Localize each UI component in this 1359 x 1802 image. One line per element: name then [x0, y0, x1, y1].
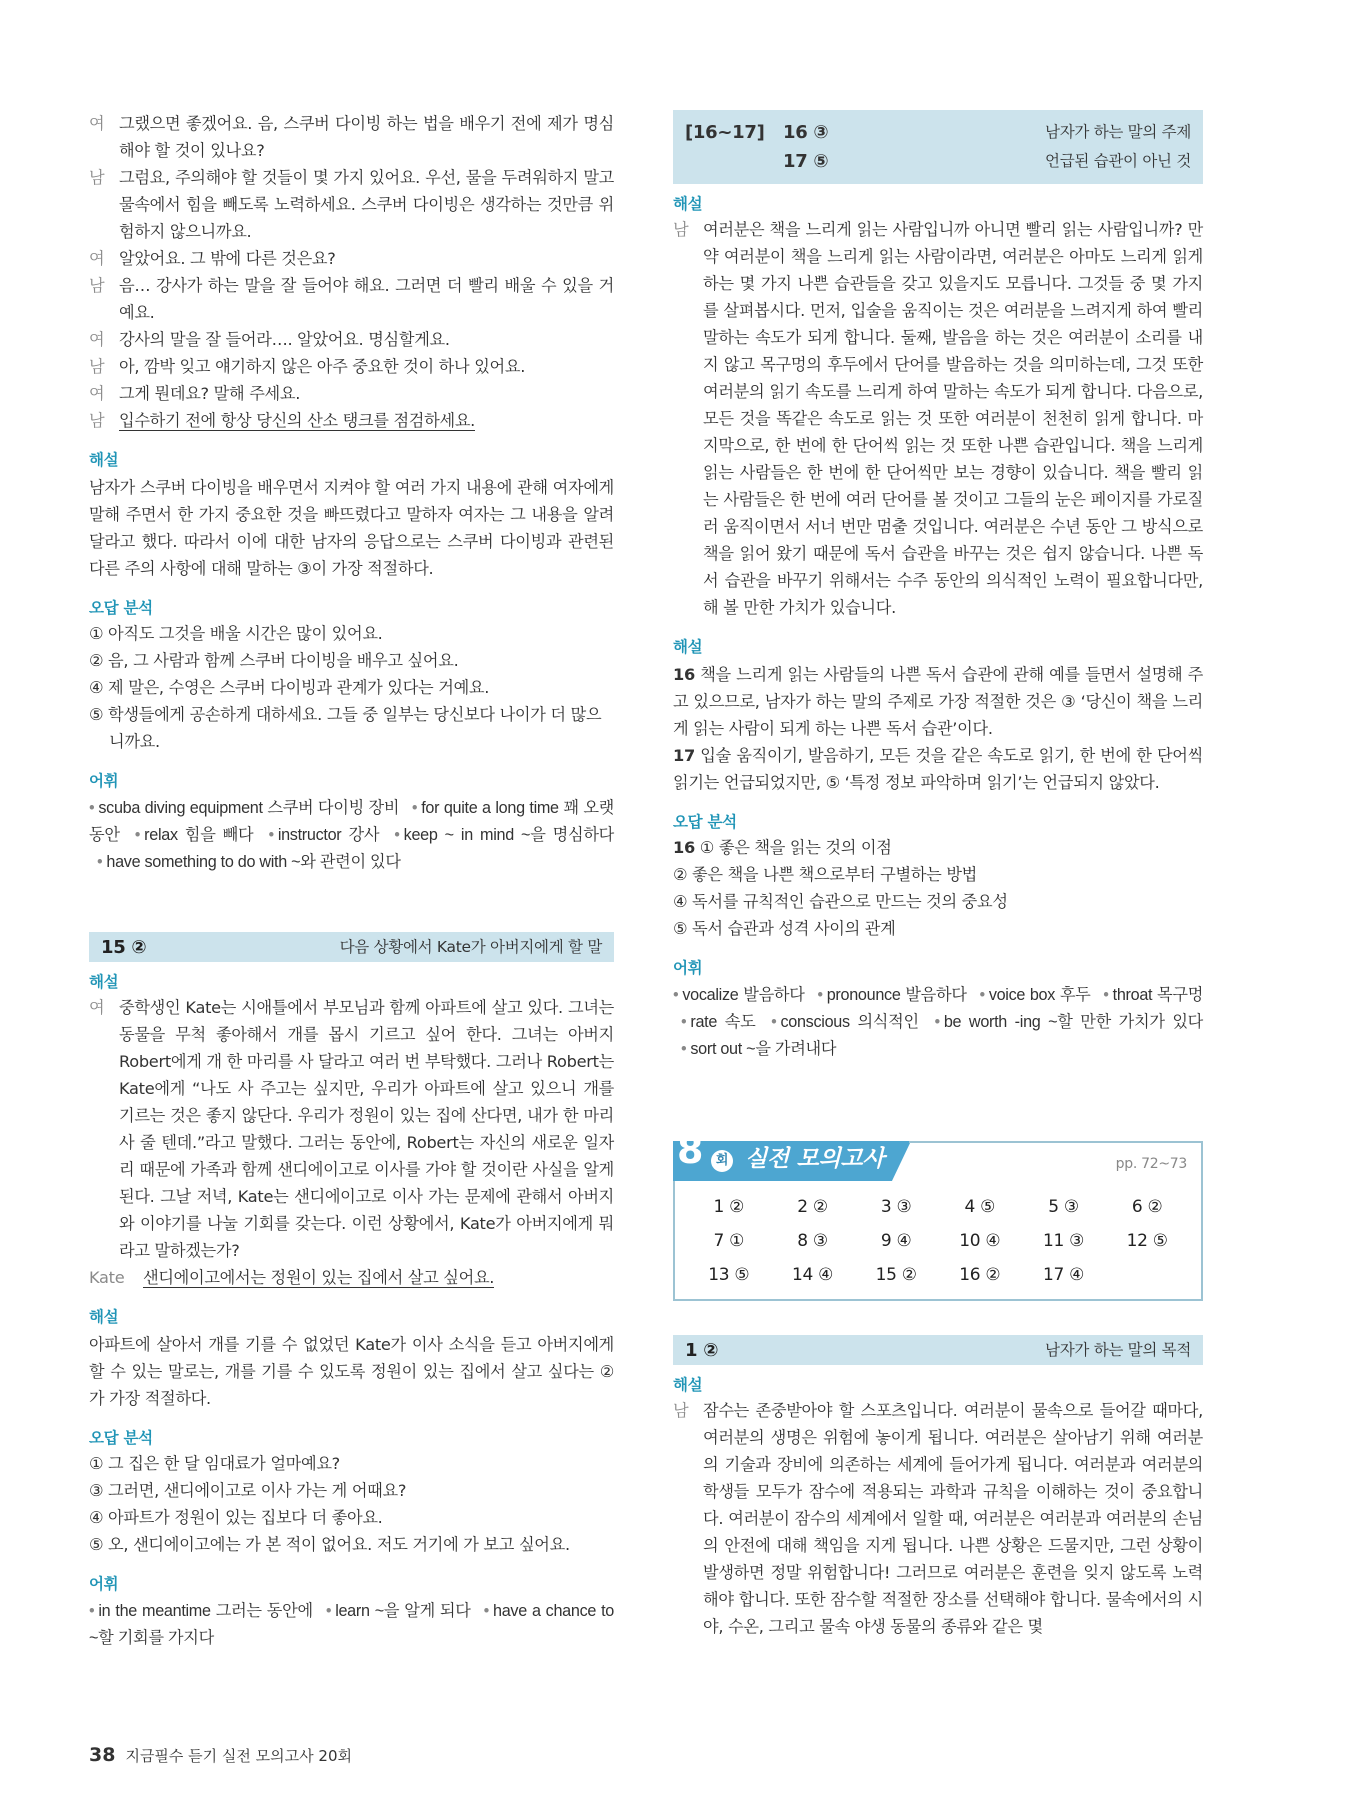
speaker: 여	[89, 998, 105, 1017]
utterance	[143, 1264, 614, 1291]
answer-cell: 11 ③	[1042, 1231, 1085, 1251]
odap-item: ① 그 집은 한 달 임대료가 얼마예요?	[89, 1454, 340, 1473]
utterance: 중학생인 Kate는 시애틀에서 부모님과 함께 아파트에 살고 있다. 그녀는 동물을 무척 좋아해서 개를 몹시 기르고 싶어 한다. 그녀는 아버지 Robert에게 개 한 마리를 사 달라고 여러 번 부탁했다. 그러나 Robert는 Kate에게 “나도 사 주고는 싶지만, 우리가 아파트에 살고 있으니 개를 기르는 것은 좋지 않단다. 우리가 정원이 있는 집에 산다면, 내가 한 마리 사 줄 텐데.”라고 말했다. 그러는 동안에, Robert는 자신의 새로운 일자리 때문에 가족과 함께 샌디에이고로 이사를 가야 할 것이란 사실을 알게 된다. 그날 저녁, Kate는 샌디에이고로 이사 가는 문제에 관해서 아버지와 이야기를 나눌 기회를 갖는다. 이런 상황에서, Kate가 아버지에게 뭐라고 말하겠는가?	[119, 998, 614, 1260]
utterance: 그럼요, 주의해야 할 것들이 몇 가지 있어요. 우선, 물을 두려워하지 말고 물속에서 힘을 빼도록 노력하세요. 스쿠버 다이빙은 생각하는 것만큼 위험하지 않으니까요.	[119, 168, 614, 241]
bullet-icon: •	[325, 1602, 332, 1620]
odap-item: 16 ① 좋은 책을 읽는 것의 이점	[673, 838, 892, 857]
question-number: 1 ②	[685, 1339, 719, 1361]
hoe-badge: 회	[711, 1150, 733, 1172]
speaker: 여	[89, 384, 105, 403]
question-row	[685, 118, 1191, 147]
utterance: 음… 강사가 하는 말을 잘 들어야 해요. 그러면 더 빨리 배울 수 있을 거예요.	[119, 276, 614, 322]
speaker: 남	[673, 220, 689, 239]
vocab-en: voice box	[988, 986, 1056, 1004]
answer-cell: 4 ⑤	[964, 1197, 996, 1217]
odap-item: ⑤ 독서 습관과 성격 사이의 관계	[673, 919, 896, 938]
vocab-en: relax	[144, 826, 178, 844]
odap-item: ⑤ 학생들에게 공손하게 대하세요. 그들 중 일부는 당신보다 나이가 더 많으니까요.	[89, 705, 602, 751]
test-number: 8	[677, 1128, 704, 1172]
speaker: 여	[89, 330, 105, 349]
vocab-label: 어휘	[89, 1575, 119, 1593]
question-range: [16~17]	[685, 122, 765, 143]
answer-cell: 12 ⑤	[1126, 1231, 1168, 1251]
answer-key-banner	[673, 1128, 1203, 1181]
haeseol-text-17: 17 입술 움직이기, 발음하기, 모든 것을 같은 속도로 읽기, 한 번에 한 단어씩 읽기는 언급되었지만, ⑤ ‘특정 정보 파악하며 읽기’는 언급되지 않았다.	[673, 746, 1203, 792]
question-topic: 남자가 하는 말의 목적	[1045, 1340, 1191, 1359]
vocab-en: rate	[690, 1013, 718, 1031]
vocab-ko: 의식적인	[857, 1013, 919, 1031]
odap-item: ④ 아파트가 정원이 있는 집보다 더 좋아요.	[89, 1508, 383, 1527]
vocab-label: 어휘	[673, 959, 703, 977]
odap-list	[89, 620, 614, 755]
speaker: 남	[673, 1401, 689, 1420]
left-column	[89, 110, 614, 1652]
bullet-icon: •	[979, 986, 985, 1004]
vocab-ko: 꽤 오랫동안	[89, 799, 615, 844]
vocab-ko: 발음하다	[905, 986, 967, 1004]
odap-label: 오답 분석	[89, 599, 153, 617]
dialogue-line	[89, 110, 614, 164]
odap-list	[673, 834, 1203, 942]
right-column	[673, 110, 1203, 1640]
speaker: Kate	[89, 1268, 125, 1287]
speaker: 남	[89, 276, 105, 295]
bullet-icon: •	[817, 986, 823, 1004]
bullet-icon: •	[411, 799, 418, 817]
utterance: 아, 깜박 잊고 얘기하지 않은 아주 중요한 것이 하나 있어요.	[119, 357, 526, 376]
dialogue-line	[673, 216, 1203, 621]
speaker: 남	[89, 411, 105, 430]
question-row	[685, 147, 1191, 176]
dialogue-line	[89, 407, 614, 434]
dialogue-line	[89, 994, 614, 1264]
answer-grid	[673, 1181, 1203, 1301]
banner-title: 실전 모의고사	[745, 1146, 885, 1172]
question-1-header	[673, 1335, 1203, 1365]
vocab-ko: 힘을 빼다	[184, 826, 254, 844]
dialogue-line	[89, 380, 614, 407]
answer-cell: 3 ③	[880, 1197, 912, 1217]
odap-item: ③ 그러면, 샌디에이고로 이사 가는 게 어때요?	[89, 1481, 407, 1500]
vocab-ko: ~할 만한 가치가 있다	[1048, 1013, 1203, 1031]
answer-cell: 16 ②	[959, 1265, 1001, 1285]
vocab-label: 어휘	[89, 772, 119, 790]
answer-cell: 7 ①	[713, 1231, 745, 1251]
vocab-en: have a chance to	[493, 1602, 614, 1620]
bullet-icon: •	[89, 799, 95, 817]
odap-item: ④ 독서를 규칙적인 습관으로 만드는 것의 중요성	[673, 892, 1008, 911]
bullet-icon: •	[268, 826, 274, 844]
answer-cell: 15 ②	[875, 1265, 917, 1285]
page-range: pp. 72~73	[1115, 1156, 1187, 1172]
question-15-header	[89, 932, 614, 962]
speaker: 남	[89, 357, 105, 376]
dialogue-14	[89, 110, 614, 434]
vocab-en: pronounce	[826, 986, 901, 1004]
bullet-icon: •	[681, 1013, 687, 1031]
answer-cell: 6 ②	[1131, 1197, 1163, 1217]
haeseol-label: 해설	[673, 638, 703, 656]
answer-cell: 8 ③	[797, 1231, 828, 1251]
item-number: 16	[673, 838, 695, 857]
answer-underline: 입수하기 전에 항상 당신의 산소 탱크를 점검하세요.	[119, 411, 475, 430]
answer-cell: 2 ②	[797, 1197, 828, 1217]
vocab-en: in the meantime	[98, 1602, 211, 1620]
question-topic: 남자가 하는 말의 주제	[1045, 123, 1191, 141]
haeseol-label: 해설	[89, 973, 119, 991]
question-topic: 언급된 습관이 아닌 것	[1045, 152, 1191, 170]
odap-label: 오답 분석	[89, 1429, 153, 1447]
bullet-icon: •	[89, 1602, 95, 1620]
utterance: 그랬으면 좋겠어요. 음, 스쿠버 다이빙 하는 법을 배우기 전에 제가 명심해야 할 것이 있나요?	[119, 114, 614, 160]
odap-label: 오답 분석	[673, 813, 737, 831]
monologue-1	[673, 1397, 1203, 1640]
answer-cell: 14 ④	[791, 1265, 834, 1285]
question-16-17-header	[673, 110, 1203, 184]
vocab-list	[89, 1598, 614, 1652]
dialogue-line	[89, 353, 614, 380]
odap-item: ⑤ 오, 샌디에이고에는 가 본 적이 없어요. 저도 거기에 가 보고 싶어요.	[89, 1535, 570, 1554]
vocab-ko: 강사	[348, 826, 380, 844]
bullet-icon: •	[771, 1013, 777, 1031]
monologue-16-17	[673, 216, 1203, 621]
utterance: 강사의 말을 잘 들어라…. 알았어요. 명심할게요.	[119, 330, 450, 349]
vocab-en: for quite a long time	[421, 799, 559, 817]
speaker: 여	[89, 249, 105, 268]
dialogue-15	[89, 994, 614, 1291]
question-number: 17 ⑤	[783, 151, 829, 172]
vocab-ko: 속도	[724, 1013, 756, 1031]
haeseol-label: 해설	[673, 195, 703, 213]
vocab-en: throat	[1112, 986, 1153, 1004]
bullet-icon: •	[483, 1602, 490, 1620]
vocab-list	[89, 795, 614, 876]
vocab-en: keep ~ in mind	[403, 826, 514, 844]
vocab-ko: 그러는 동안에	[215, 1602, 313, 1620]
bullet-icon: •	[673, 986, 679, 1004]
dialogue-line	[89, 164, 614, 245]
odap-list	[89, 1450, 614, 1558]
utterance: 여러분은 책을 느리게 읽는 사람입니까 아니면 빨리 읽는 사람입니까? 만약 여러분이 책을 느리게 읽는 사람이라면, 여러분은 아마도 느리게 읽게 하는 몇 가지 나쁜 습관들을 갖고 있을지도 모릅니다. 그것들 중 몇 가지를 살펴봅시다. 먼저, 입술을 움직이는 것은 여러분을 느려지게 하여 빨리 말하는 속도가 되게 합니다. 둘째, 발음을 하는 것은 여러분이 소리를 내지 않고 목구멍의 후두에서 단어를 발음하는 것을 의미하는데, 그것 또한 여러분의 읽기 속도를 느리게 하여 말하는 속도가 되게 합니다. 다음으로, 모든 것을 똑같은 속도로 읽는 것 또한 여러분이 천천히 읽게 합니다. 마지막으로, 한 번에 한 단어씩 읽는 것 또한 나쁜 습관입니다. 책을 느리게 읽는 사람들은 한 번에 한 단어씩만 보는 경향이 있습니다. 책을 빨리 읽는 사람들은 한 번에 여러 단어를 볼 것이고 그들의 눈은 페이지를 가로질러 움직이면서 서너 번만 멈출 것입니다. 여러분은 수년 동안 그 방식으로 책을 읽어 왔기 때문에 독서 습관을 바꾸는 것은 쉽지 않습니다. 나쁜 독서 습관을 바꾸기 위해서는 수주 동안의 의식적인 노력이 필요합니다만, 해 볼 만한 가치가 있습니다.	[703, 220, 1203, 617]
vocab-en: learn	[335, 1602, 370, 1620]
page-number: 38	[89, 1744, 116, 1766]
dialogue-line	[89, 1264, 614, 1291]
page-footer	[89, 1744, 352, 1766]
answer-cell: 9 ④	[880, 1231, 912, 1251]
vocab-en: have something to do with	[106, 853, 287, 871]
vocab-ko: 목구멍	[1157, 986, 1204, 1004]
vocab-ko: ~을 명심하다	[521, 826, 614, 844]
vocab-ko: 발음하다	[743, 986, 805, 1004]
odap-item: ② 음, 그 사람과 함께 스쿠버 다이빙을 배우고 싶어요.	[89, 651, 459, 670]
odap-item: ① 아직도 그것을 배울 시간은 많이 있어요.	[89, 624, 383, 643]
answer-cell: 5 ③	[1048, 1197, 1079, 1217]
haeseol-label: 해설	[89, 1308, 119, 1326]
haeseol-label: 해설	[673, 1376, 703, 1394]
bullet-icon: •	[134, 826, 141, 844]
item-number: 17	[673, 746, 695, 765]
haeseol-label: 해설	[89, 451, 119, 469]
utterance: 그게 뭔데요? 말해 주세요.	[119, 384, 301, 403]
answer-cell: 10 ④	[959, 1231, 1001, 1251]
haeseol-text: 아파트에 살아서 개를 기를 수 없었던 Kate가 이사 소식을 듣고 아버지에게 할 수 있는 말로는, 개를 기를 수 있도록 정원이 있는 집에서 살고 싶다는 ②가 가장 적절하다.	[89, 1335, 614, 1408]
dialogue-line	[89, 326, 614, 353]
utterance: 잠수는 존중받아야 할 스포츠입니다. 여러분이 물속으로 들어갈 때마다, 여러분의 생명은 위험에 놓이게 됩니다. 여러분은 살아남기 위해 여러분의 기술과 장비에 의존하는 세계에 들어가게 됩니다. 여러분과 여러분의 학생들 모두가 잠수에 적용되는 과학과 규칙을 이해하는 것이 중요합니다. 여러분이 잠수의 세계에서 일할 때, 여러분은 여러분과 여러분의 손님의 안전에 대해 책임을 지게 됩니다. 나쁜 상황은 드물지만, 그런 상황이 발생하면 정말 위험합니다! 그러므로 여러분은 훈련을 잊지 않도록 노력해야 합니다. 또한 잠수할 적절한 장소를 선택해야 합니다. 물속에서의 시야, 수온, 그리고 물속 야생 동물의 종류와 같은 몇	[703, 1401, 1203, 1636]
question-number: 16 ③	[783, 122, 829, 143]
vocab-ko: ~와 관련이 있다	[291, 853, 401, 871]
bullet-icon: •	[934, 1013, 940, 1031]
vocab-ko: ~을 가려내다	[746, 1040, 837, 1058]
book-title: 지금필수 듣기 실전 모의고사 20회	[125, 1747, 352, 1765]
vocab-ko: 스쿠버 다이빙 장비	[267, 799, 400, 817]
vocab-en: sort out	[690, 1040, 742, 1058]
bullet-icon: •	[1103, 986, 1109, 1004]
bullet-icon: •	[97, 853, 103, 871]
speaker: 여	[89, 114, 105, 133]
answer-cell: 1 ②	[713, 1197, 745, 1217]
vocab-en: be worth -ing	[943, 1013, 1041, 1031]
vocab-en: scuba diving equipment	[98, 799, 263, 817]
vocab-en: instructor	[277, 826, 342, 844]
vocab-ko: 후두	[1059, 986, 1091, 1004]
vocab-en: conscious	[780, 1013, 850, 1031]
haeseol-text: 남자가 스쿠버 다이빙을 배우면서 지켜야 할 여러 가지 내용에 관해 여자에게 말해 주면서 한 가지 중요한 것을 빠뜨렸다고 말하자 여자는 그 내용을 알려 달라고 했다. 따라서 이에 대한 남자의 응답으로는 스쿠버 다이빙과 관련된 다른 주의 사항에 대해 말하는 ③이 가장 적절하다.	[89, 478, 614, 578]
answer-cell: 17 ④	[1042, 1265, 1085, 1285]
odap-item: ② 좋은 책을 나쁜 책으로부터 구별하는 방법	[673, 865, 978, 884]
utterance: 알았어요. 그 밖에 다른 것은요?	[119, 249, 336, 268]
vocab-en: vocalize	[682, 986, 739, 1004]
dialogue-line	[673, 1397, 1203, 1640]
item-number: 16	[673, 665, 695, 684]
bullet-icon: •	[681, 1040, 687, 1058]
dialogue-line	[89, 245, 614, 272]
odap-item: ④ 제 말은, 수영은 스쿠버 다이빙과 관계가 있다는 거예요.	[89, 678, 490, 697]
vocab-list	[673, 982, 1203, 1063]
dialogue-line	[89, 272, 614, 326]
question-topic: 다음 상황에서 Kate가 아버지에게 할 말	[339, 937, 602, 956]
question-number: 15 ②	[101, 936, 147, 958]
vocab-ko: ~을 알게 되다	[374, 1602, 471, 1620]
speaker: 남	[89, 168, 105, 187]
vocab-ko: ~할 기회를 가지다	[89, 1629, 214, 1647]
utterance	[119, 407, 614, 434]
answer-cell: 13 ⑤	[708, 1265, 750, 1285]
answer-underline: 샌디에이고에서는 정원이 있는 집에서 살고 싶어요.	[143, 1268, 495, 1287]
haeseol-text-16: 16 책을 느리게 읽는 사람들의 나쁜 독서 습관에 관해 예를 들면서 설명해 주고 있으므로, 남자가 하는 말의 주제로 가장 적절한 것은 ③ ‘당신이 책을 느리게 읽는 사람이 되게 하는 나쁜 독서 습관’이다.	[673, 665, 1203, 738]
bullet-icon: •	[394, 826, 400, 844]
